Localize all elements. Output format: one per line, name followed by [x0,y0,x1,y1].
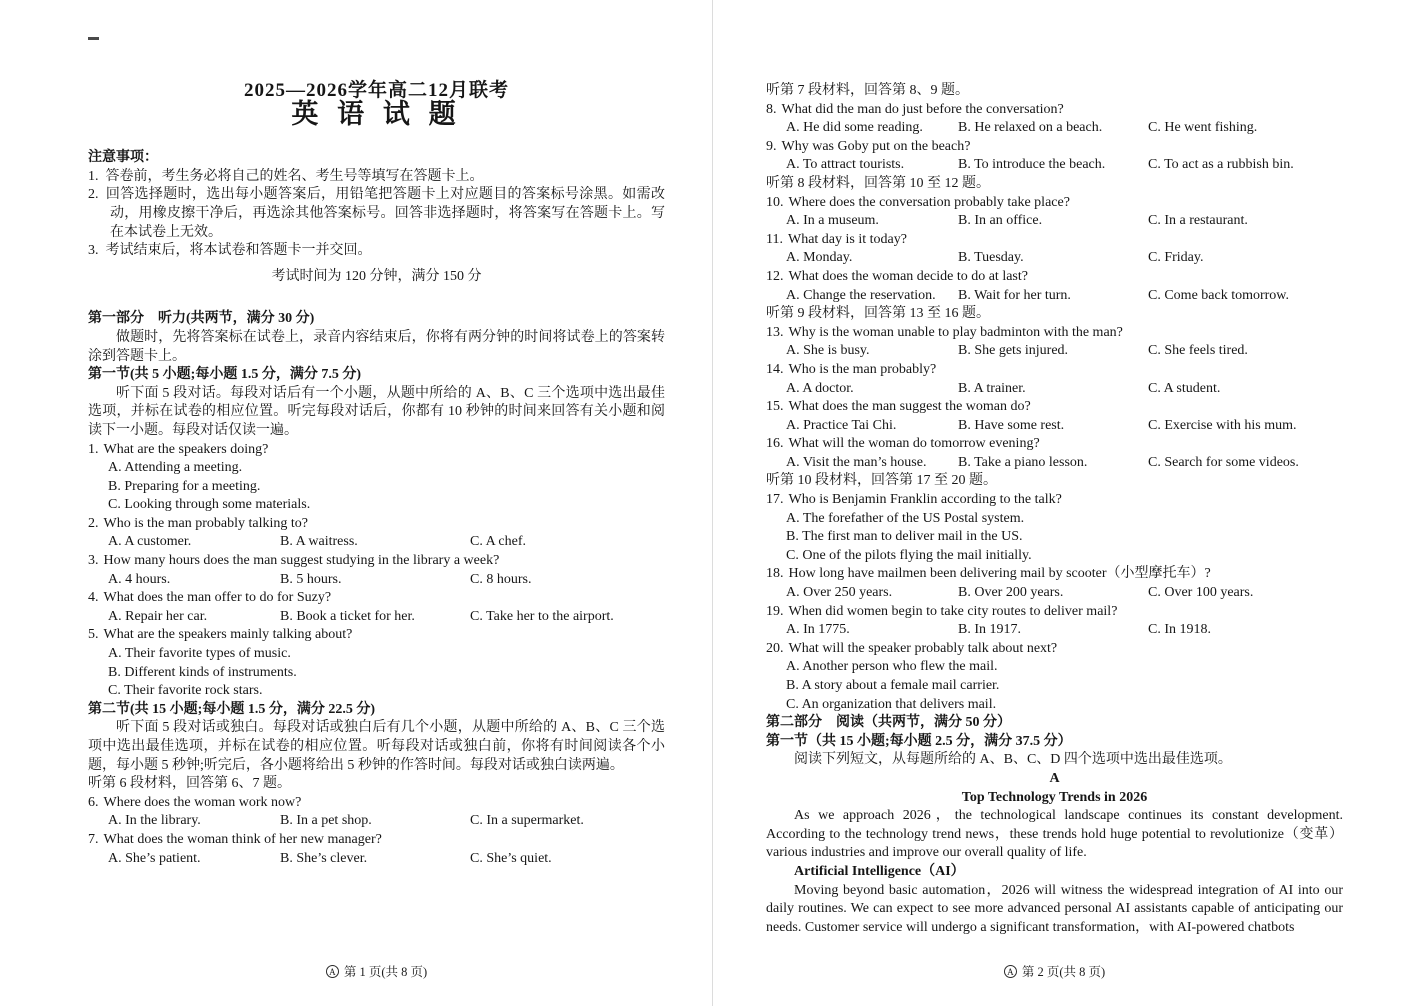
paragraph: 听下面 5 段对话或独白。每段对话或独白后有几个小题，从题中所给的 A、B、C 三个选项中选出最佳选项，并标在试卷的相应位置。听每段对话或独白前，你将有时间阅读各个小题，每小题 5 秒钟;听完后，各小题将给出 5 秒钟的作答时间。每段对话或独白读两遍。 [88,720,665,773]
question-11 [766,231,1343,268]
notice-number: 1. [88,168,99,184]
question-14 [766,361,1343,398]
paragraph: As we approach 2026，the technological landscape continues its constant development. According to the technology trend news，these trends hold huge potential to revolutionize（变革）various industries and improve our overall quality of life. [766,808,1343,861]
question-stem: How many hours does the man suggest studying in the library a week? [103,553,500,569]
question-10 [766,194,1343,231]
material-note: 听第 9 段材料，回答第 13 至 16 题。 [766,306,990,322]
option-c: C. Come back tomorrow. [1148,287,1290,303]
option-b: B. She’s clever. [280,850,368,866]
question-options [766,584,1343,603]
question-text [88,794,665,813]
option-c: C. Exercise with his mum. [1148,417,1297,433]
option-c: C. Friday. [1148,250,1204,266]
question-options [766,454,1343,473]
option-c: C. She’s quiet. [470,850,552,866]
question-number: 15. [766,399,784,415]
question-stem: What will the woman do tomorrow evening? [788,436,1040,452]
circled-a-icon: A [326,965,339,978]
question-12 [766,268,1343,305]
question-number: 10. [766,194,784,210]
question-options [88,459,665,515]
option-a: A. Monday. [786,250,853,266]
question-stem: What day is it today? [787,231,907,247]
question-stem: What will the speaker probably talk about next? [788,640,1058,656]
question-number: 9. [766,138,777,154]
question-text [766,398,1343,417]
section-heading: 第二节(共 15 小题;每小题 1.5 分，满分 22.5 分) [88,701,375,717]
question-number: 18. [766,566,784,582]
question-text [88,552,665,571]
notice-number: 3. [88,243,99,259]
notice-number: 2. [88,187,99,203]
option-c: C. A chef. [470,534,526,550]
option-b: B. Different kinds of instruments. [108,664,297,680]
question-number: 1. [88,441,99,457]
question-7 [88,831,665,868]
question-number: 3. [88,553,99,569]
option-c: C. He went fishing. [1148,120,1258,136]
option-a: A. Attending a meeting. [108,460,243,476]
option-b: B. In a pet shop. [280,813,372,829]
passage-heading: Top Technology Trends in 2026 [961,789,1148,805]
question-stem: Who is the man probably talking to? [103,515,309,531]
option-a: A. Visit the man’s house. [786,454,927,470]
option-c: C. In 1918. [1148,622,1211,638]
page-1-footer [88,963,665,982]
question-options [766,156,1343,175]
question-options [766,212,1343,231]
option-a: A. She’s patient. [108,850,201,866]
page-2 [766,0,1343,1006]
option-b: B. A waitress. [280,534,358,550]
question-number: 8. [766,101,777,117]
question-text [766,491,1343,510]
question-stem: When did women begin to take city routes to deliver mail? [788,603,1118,619]
option-b: B. The first man to deliver mail in the US. [786,529,1023,545]
question-18 [766,565,1343,602]
option-a: A. A doctor. [786,380,854,396]
option-b: B. 5 hours. [280,571,342,587]
question-5 [88,626,665,700]
question-text [88,831,665,850]
question-16 [766,435,1343,472]
option-a: A. She is busy. [786,343,870,359]
question-9 [766,138,1343,175]
notice-item [88,242,665,261]
page-1 [88,0,665,1006]
question-6 [88,794,665,831]
option-c: C. In a restaurant. [1148,213,1248,229]
paragraph: Moving beyond basic automation，2026 will witness the widespread integration of AI into our daily routines. We can expect to see more advanced personal AI assistants capable of anticipating our needs. Customer service will undergo a significant transformation，with AI-powered chatbots [766,882,1343,935]
option-c: C. To act as a rubbish bin. [1148,157,1294,173]
section-heading: 第一节（共 15 小题;每小题 2.5 分，满分 37.5 分） [766,733,1072,749]
option-a: A. The forefather of the US Postal system. [786,510,1025,526]
option-b: B. Wait for her turn. [958,287,1071,303]
question-stem: Why was Goby put on the beach? [781,138,971,154]
question-text [766,435,1343,454]
section-heading: 第二部分 阅读（共两节，满分 50 分） [766,715,1011,731]
option-b: B. She gets injured. [958,343,1069,359]
question-text [766,565,1343,584]
option-c: C. A student. [1148,380,1221,396]
question-3 [88,552,665,589]
question-20 [766,640,1343,714]
question-text [766,268,1343,287]
option-a: A. In a museum. [786,213,879,229]
question-number: 2. [88,515,99,531]
circled-a-icon: A [1004,965,1017,978]
option-a: A. Repair her car. [108,608,208,624]
notice-text: 答卷前，考生务必将自己的姓名、考生号等填写在答题卡上。 [105,168,484,184]
option-c: C. One of the pilots flying the mail initially. [786,547,1032,563]
question-number: 7. [88,831,99,847]
option-b: B. Tuesday. [958,250,1024,266]
option-a: A. He did some reading. [786,120,923,136]
question-text [766,231,1343,250]
question-15 [766,398,1343,435]
section-heading: 第一部分 听力(共两节，满分 30 分) [88,311,315,327]
question-stem: What does the woman decide to do at last? [788,268,1028,284]
option-b: B. He relaxed on a beach. [958,120,1103,136]
notice-item [88,186,665,242]
question-options [766,287,1343,306]
option-c: C. Over 100 years. [1148,585,1254,601]
option-b: B. Take a piano lesson. [958,454,1088,470]
option-a: A. Practice Tai Chi. [786,417,897,433]
question-2 [88,515,665,552]
question-number: 13. [766,324,784,340]
question-options [766,621,1343,640]
material-note: 听第 6 段材料，回答第 6、7 题。 [88,776,291,792]
material-note: 听第 8 段材料，回答第 10 至 12 题。 [766,175,990,191]
question-text [766,138,1343,157]
option-a: A. Their favorite types of music. [108,646,291,662]
question-19 [766,603,1343,640]
question-text [766,361,1343,380]
question-text [88,515,665,534]
section-heading: 第一节(共 5 小题;每小题 1.5 分，满分 7.5 分) [88,367,361,383]
doc-subtitle: 英 语 试 题 [291,98,462,129]
question-stem: Why is the woman unable to play badminton with the man? [788,324,1123,340]
option-a: A. To attract tourists. [786,157,905,173]
question-text [766,324,1343,343]
option-b: B. Have some rest. [958,417,1065,433]
question-1 [88,441,665,515]
question-text [88,441,665,460]
question-number: 17. [766,492,784,508]
option-b: B. Preparing for a meeting. [108,478,261,494]
question-text [766,101,1343,120]
doc-title: 2025—2026学年高二12月联考 [243,80,509,101]
question-text [766,603,1343,622]
question-number: 6. [88,794,99,810]
exam-duration-line: 考试时间为 120 分钟，满分 150 分 [271,268,482,284]
question-stem: What are the speakers doing? [103,441,269,457]
option-c: C. She feels tired. [1148,343,1248,359]
page-number-text: 第 1 页(共 8 页) [343,965,428,980]
option-a: A. Another person who flew the mail. [786,659,998,675]
page-number-text: 第 2 页(共 8 页) [1021,965,1106,980]
option-b: B. In 1917. [958,622,1021,638]
option-c: C. Looking through some materials. [108,497,311,513]
notice-item [88,168,665,187]
option-c: C. Search for some videos. [1148,454,1299,470]
question-options [766,380,1343,399]
question-13 [766,324,1343,361]
question-stem: What did the man do just before the conversation? [781,101,1064,117]
option-c: C. Their favorite rock stars. [108,683,263,699]
question-stem: Who is Benjamin Franklin according to the talk? [788,492,1062,508]
question-stem: Where does the woman work now? [103,794,302,810]
question-options [88,812,665,831]
option-a: A. Over 250 years. [786,585,893,601]
question-stem: How long have mailmen been delivering mail by scooter（小型摩托车）? [788,566,1211,582]
question-stem: What does the man suggest the woman do? [788,399,1031,415]
question-text [88,626,665,645]
question-stem: What are the speakers mainly talking about? [103,627,353,643]
question-number: 19. [766,603,784,619]
question-options [88,533,665,552]
question-text [88,589,665,608]
option-a: A. Change the reservation. [786,287,936,303]
question-options [88,645,665,701]
option-b: B. To introduce the beach. [958,157,1106,173]
question-options [766,249,1343,268]
option-a: A. In the library. [108,813,201,829]
paragraph: 阅读下列短文，从每题所给的 A、B、C、D 四个选项中选出最佳选项。 [794,752,1232,768]
option-c: C. In a supermarket. [470,813,584,829]
notice-text: 考试结束后，将本试卷和答题卡一并交回。 [105,243,372,259]
option-b: B. A trainer. [958,380,1026,396]
material-note: 听第 7 段材料，回答第 8、9 题。 [766,83,969,98]
question-number: 5. [88,627,99,643]
page-divider [712,0,713,1006]
option-a: A. In 1775. [786,622,850,638]
option-b: B. Book a ticket for her. [280,608,415,624]
passage-subheading: Artificial Intelligence（AI） [794,863,965,879]
option-c: C. 8 hours. [470,571,532,587]
question-17 [766,491,1343,565]
option-a: A. A customer. [108,534,192,550]
material-note: 听第 10 段材料，回答第 17 至 20 题。 [766,473,997,489]
question-number: 4. [88,590,99,606]
question-options [766,658,1343,714]
page-1-content [88,0,665,868]
question-options [766,510,1343,566]
question-text [766,194,1343,213]
option-c: C. An organization that delivers mail. [786,696,997,712]
question-options [766,342,1343,361]
option-b: B. A story about a female mail carrier. [786,678,1000,693]
question-4 [88,589,665,626]
question-text [766,640,1343,659]
question-stem: What does the woman think of her new manager? [103,831,382,847]
question-number: 11. [766,231,783,247]
page-2-footer [766,963,1343,982]
question-8 [766,101,1343,138]
question-options [88,850,665,869]
question-number: 16. [766,436,784,452]
passage-heading: A [1049,770,1060,786]
section-heading: 注意事项： [88,150,158,166]
paragraph: 做题时，先将答案标在试卷上，录音内容结束后，你将有两分钟的时间将试卷上的答案转涂到答题卡上。 [88,329,665,364]
question-options [766,417,1343,436]
question-stem: Where does the conversation probably take place? [788,194,1070,210]
question-options [88,571,665,590]
option-a: A. 4 hours. [108,571,171,587]
question-options [88,608,665,627]
question-number: 12. [766,268,784,284]
notice-text: 回答选择题时，选出每小题答案后，用铅笔把答题卡上对应题目的答案标号涂黑。如需改动，用橡皮擦干净后，再选涂其他答案标号。回答非选择题时，将答案写在答题卡上。写在本试卷上无效。 [105,187,665,240]
page-2-content [766,0,1343,937]
option-b: B. In an office. [958,213,1043,229]
question-options [766,119,1343,138]
question-stem: Who is the man probably? [788,361,937,377]
question-number: 14. [766,361,784,377]
question-number: 20. [766,640,784,656]
option-c: C. Take her to the airport. [470,608,614,624]
paragraph: 听下面 5 段对话。每段对话后有一个小题，从题中所给的 A、B、C 三个选项中选出最佳选项，并标在试卷的相应位置。听完每段对话后，你都有 10 秒钟的时间来回答有关小题和阅读下一小题。每段对话仅读一遍。 [88,385,665,438]
question-stem: What does the man offer to do for Suzy? [103,590,332,606]
option-b: B. Over 200 years. [958,585,1064,601]
